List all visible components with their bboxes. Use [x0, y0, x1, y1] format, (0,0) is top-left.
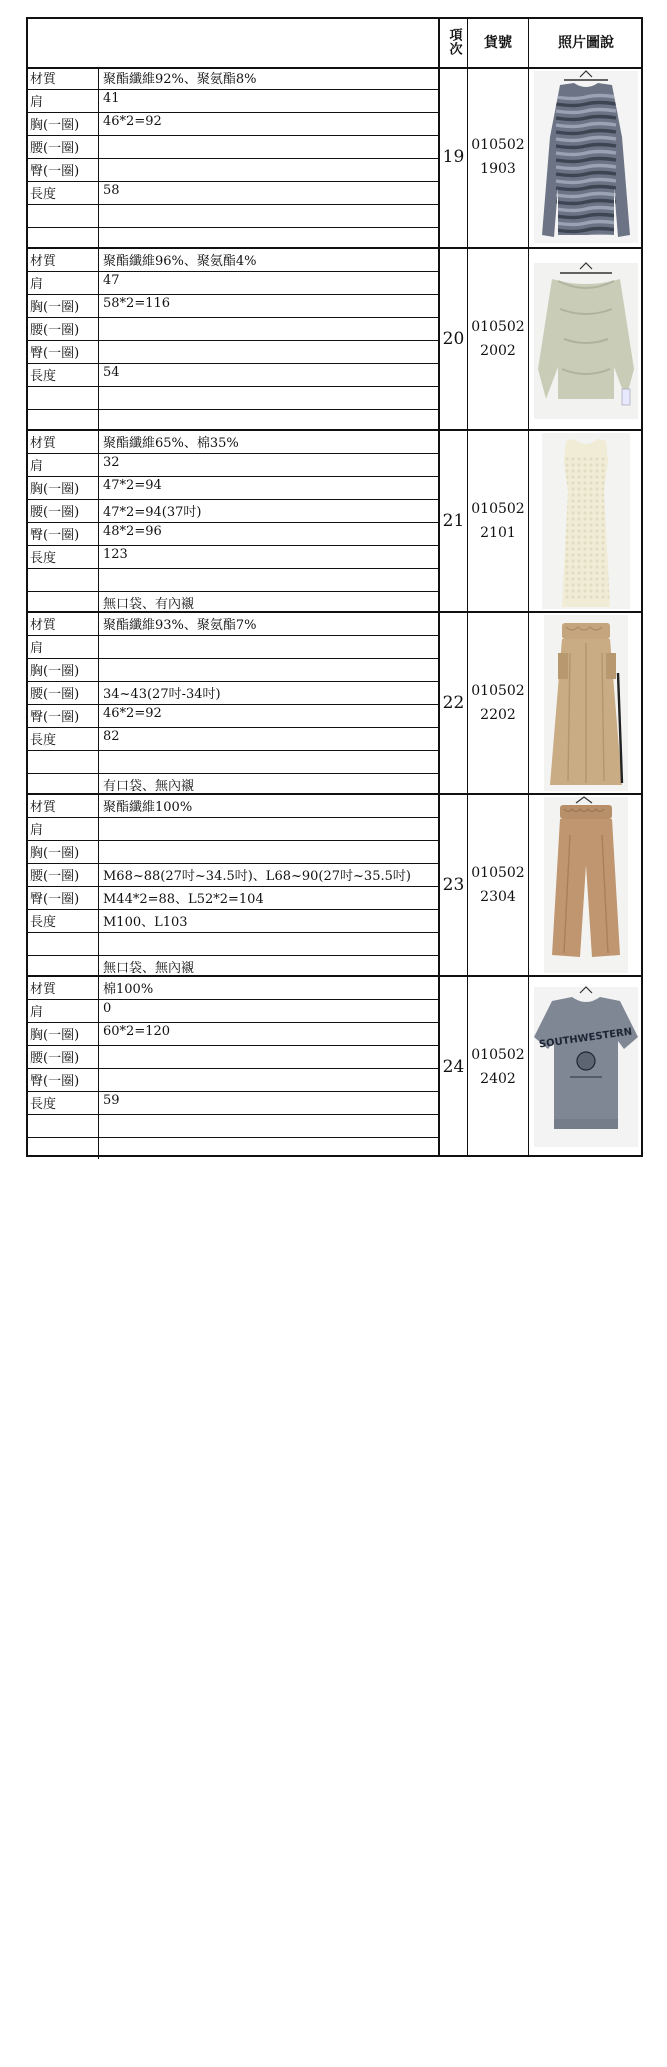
row-label: 材質 [30, 618, 57, 633]
divider [98, 182, 99, 205]
header-item-no [440, 19, 467, 65]
table-row [28, 500, 438, 523]
row-value: 棉100% [103, 982, 154, 997]
divider [98, 841, 99, 864]
divider [98, 910, 99, 933]
product-code [468, 977, 528, 1157]
divider [98, 795, 99, 818]
row-value: 無口袋、有內襯 [103, 597, 195, 612]
divider [98, 774, 99, 795]
table-row [28, 67, 438, 90]
divider [98, 410, 99, 431]
item-block [28, 67, 641, 249]
row-value: 58 [103, 183, 120, 198]
table-row [28, 523, 438, 546]
table-row [28, 592, 438, 612]
item-block [28, 977, 641, 2067]
divider [98, 705, 99, 728]
item-index: 19 [442, 147, 465, 167]
table-row [28, 818, 438, 841]
row-label: 材質 [30, 800, 57, 815]
row-label: 胸(一圈) [30, 118, 80, 133]
row-label: 腰(一圈) [30, 505, 80, 520]
item-block [28, 249, 641, 431]
row-value: 59 [103, 1093, 120, 1108]
table-row [28, 136, 438, 159]
row-value: 54 [103, 365, 120, 380]
row-label: 臀(一圈) [30, 164, 80, 179]
row-value: 有口袋、無內襯 [103, 779, 195, 794]
row-value: 123 [103, 547, 128, 562]
row-label: 腰(一圈) [30, 687, 80, 702]
row-value: 60*2=120 [103, 1024, 171, 1039]
divider [98, 682, 99, 705]
divider [98, 523, 99, 546]
row-label: 腰(一圈) [30, 869, 80, 884]
table-row [28, 113, 438, 136]
row-label: 臀(一圈) [30, 346, 80, 361]
product-photo [530, 249, 642, 429]
row-value: 46*2=92 [103, 706, 162, 721]
table-row [28, 410, 438, 430]
divider [98, 636, 99, 659]
product-photo [530, 431, 642, 611]
product-code-line2: 2002 [480, 343, 516, 359]
product-code-line1: 010502 [471, 319, 525, 335]
row-value: 58*2=116 [103, 296, 171, 311]
divider [528, 431, 529, 611]
product-code [468, 249, 528, 429]
row-value: 無口袋、無內襯 [103, 961, 195, 976]
header-product-no: 貨號 [484, 35, 512, 51]
table-row [28, 182, 438, 205]
row-label: 胸(一圈) [30, 664, 80, 679]
table-row [28, 795, 438, 818]
table-row [28, 1000, 438, 1023]
divider [528, 795, 529, 975]
divider [98, 1069, 99, 1092]
graphic-tee-image [530, 977, 642, 1157]
satin-top-image [530, 249, 642, 429]
row-label: 肩 [30, 641, 44, 656]
divider [98, 659, 99, 682]
row-value: 聚酯纖維93%、聚氨酯7% [103, 618, 257, 633]
divider [98, 1092, 99, 1115]
row-label: 胸(一圈) [30, 1028, 80, 1043]
table-row [28, 477, 438, 500]
table-row [28, 1115, 438, 1138]
table-row [28, 272, 438, 295]
product-photo [530, 67, 642, 247]
row-label: 胸(一圈) [30, 482, 80, 497]
table-row [28, 454, 438, 477]
row-label: 材質 [30, 436, 57, 451]
divider [528, 613, 529, 793]
product-code-line1: 010502 [471, 137, 525, 153]
row-label: 長度 [30, 369, 57, 384]
item-index: 23 [442, 875, 465, 895]
divider [98, 613, 99, 636]
product-photo [530, 613, 642, 793]
row-label: 腰(一圈) [30, 1051, 80, 1066]
row-value: 46*2=92 [103, 114, 162, 129]
product-code-line1: 010502 [471, 501, 525, 517]
table-row [28, 1069, 438, 1092]
row-value: 47*2=94 [103, 478, 162, 493]
table-row [28, 956, 438, 976]
divider [98, 159, 99, 182]
divider [528, 977, 529, 1157]
divider [98, 228, 99, 249]
table-row [28, 159, 438, 182]
table-row [28, 90, 438, 113]
row-label: 材質 [30, 254, 57, 269]
table-row [28, 1138, 438, 1158]
divider [98, 933, 99, 956]
row-value: 聚酯纖維65%、棉35% [103, 436, 239, 451]
row-label: 腰(一圈) [30, 141, 80, 156]
table-row [28, 705, 438, 728]
divider [98, 864, 99, 887]
product-code [468, 795, 528, 975]
row-value: 82 [103, 729, 120, 744]
row-value: 聚酯纖維96%、聚氨酯4% [103, 254, 257, 269]
table-row [28, 431, 438, 454]
row-value: 41 [103, 91, 120, 106]
item-index: 24 [442, 1057, 465, 1077]
row-label: 肩 [30, 823, 44, 838]
row-value: 48*2=96 [103, 524, 162, 539]
table-row [28, 205, 438, 228]
divider [98, 728, 99, 751]
divider [98, 205, 99, 228]
divider [98, 318, 99, 341]
table-row [28, 249, 438, 272]
item-block [28, 613, 641, 795]
table-row [28, 546, 438, 569]
divider [98, 90, 99, 113]
product-code-line1: 010502 [471, 683, 525, 699]
divider [98, 977, 99, 1000]
table-row [28, 682, 438, 705]
table-row [28, 228, 438, 248]
divider [98, 500, 99, 523]
khaki-skirt-image [530, 613, 642, 793]
row-value: 0 [103, 1001, 112, 1016]
divider [98, 818, 99, 841]
divider [98, 592, 99, 613]
product-code-line2: 1903 [480, 161, 516, 177]
row-label: 臀(一圈) [30, 892, 80, 907]
divider [98, 887, 99, 910]
product-code-line2: 2101 [480, 525, 516, 541]
item-index: 21 [442, 511, 465, 531]
tee-graphic-text: SOUTHWESTERN [538, 1026, 633, 1051]
table-row [28, 910, 438, 933]
divider [98, 272, 99, 295]
row-label: 材質 [30, 982, 57, 997]
divider [528, 67, 529, 247]
row-value: 聚酯纖維92%、聚氨酯8% [103, 72, 257, 87]
row-value: 47 [103, 273, 120, 288]
divider [98, 751, 99, 774]
table-header [28, 19, 641, 69]
row-value: 32 [103, 455, 120, 470]
table-row [28, 341, 438, 364]
row-label: 長度 [30, 915, 57, 930]
table-row [28, 751, 438, 774]
item-index: 20 [442, 329, 465, 349]
divider [98, 249, 99, 272]
item-block [28, 431, 641, 613]
divider [98, 387, 99, 410]
row-label: 長度 [30, 187, 57, 202]
item-index: 22 [442, 693, 465, 713]
divider [98, 113, 99, 136]
product-code-line1: 010502 [471, 1047, 525, 1063]
table-row [28, 1046, 438, 1069]
spec-sheet-table [26, 17, 643, 1157]
table-row [28, 841, 438, 864]
item-block [28, 795, 641, 977]
row-label: 肩 [30, 277, 44, 292]
table-row [28, 659, 438, 682]
row-label: 臀(一圈) [30, 710, 80, 725]
divider [98, 67, 99, 90]
row-label: 長度 [30, 551, 57, 566]
table-row [28, 613, 438, 636]
row-label: 長度 [30, 733, 57, 748]
product-code [468, 67, 528, 247]
table-row [28, 864, 438, 887]
row-label: 腰(一圈) [30, 323, 80, 338]
header-photo-caption: 照片圖說 [558, 35, 614, 51]
product-code-line2: 2304 [480, 889, 516, 905]
product-photo [530, 795, 642, 975]
row-label: 胸(一圈) [30, 300, 80, 315]
divider [528, 249, 529, 429]
product-code [468, 431, 528, 611]
table-row [28, 387, 438, 410]
product-code-line2: 2402 [480, 1071, 516, 1087]
table-row [28, 295, 438, 318]
divider [98, 295, 99, 318]
table-row [28, 774, 438, 794]
row-label: 材質 [30, 72, 57, 87]
header-item-no-text: 項次 [446, 28, 462, 56]
row-label: 肩 [30, 1005, 44, 1020]
table-row [28, 1092, 438, 1115]
divider [98, 477, 99, 500]
divider [98, 956, 99, 977]
divider [98, 364, 99, 387]
table-row [28, 933, 438, 956]
product-code-line1: 010502 [471, 865, 525, 881]
divider [98, 1023, 99, 1046]
divider [98, 546, 99, 569]
row-value: M68~88(27吋~34.5吋)、L68~90(27吋~35.5吋) [103, 869, 411, 884]
table-row [28, 977, 438, 1000]
divider [98, 341, 99, 364]
row-value: 34~43(27吋-34吋) [103, 687, 221, 702]
divider [98, 569, 99, 592]
row-value: 47*2=94(37吋) [103, 505, 202, 520]
table-row [28, 887, 438, 910]
product-photo [530, 977, 642, 1157]
table-row [28, 364, 438, 387]
patterned-blouse-image [530, 67, 642, 247]
table-row [28, 1023, 438, 1046]
row-label: 臀(一圈) [30, 528, 80, 543]
divider [98, 431, 99, 454]
row-label: 肩 [30, 95, 44, 110]
row-value: M44*2=88、L52*2=104 [103, 892, 264, 907]
lace-dress-image [530, 431, 642, 611]
divider [98, 1000, 99, 1023]
table-row [28, 569, 438, 592]
row-label: 肩 [30, 459, 44, 474]
divider [98, 1115, 99, 1138]
row-label: 胸(一圈) [30, 846, 80, 861]
row-value: 聚酯纖維100% [103, 800, 193, 815]
row-value: M100、L103 [103, 915, 188, 930]
product-code-line2: 2202 [480, 707, 516, 723]
table-row [28, 728, 438, 751]
divider [98, 136, 99, 159]
divider [98, 1046, 99, 1069]
row-label: 長度 [30, 1097, 57, 1112]
divider [98, 454, 99, 477]
row-label: 臀(一圈) [30, 1074, 80, 1089]
table-row [28, 318, 438, 341]
product-code [468, 613, 528, 793]
table-row [28, 636, 438, 659]
divider [98, 1138, 99, 1159]
wide-pants-image [530, 795, 642, 975]
divider [528, 19, 529, 67]
